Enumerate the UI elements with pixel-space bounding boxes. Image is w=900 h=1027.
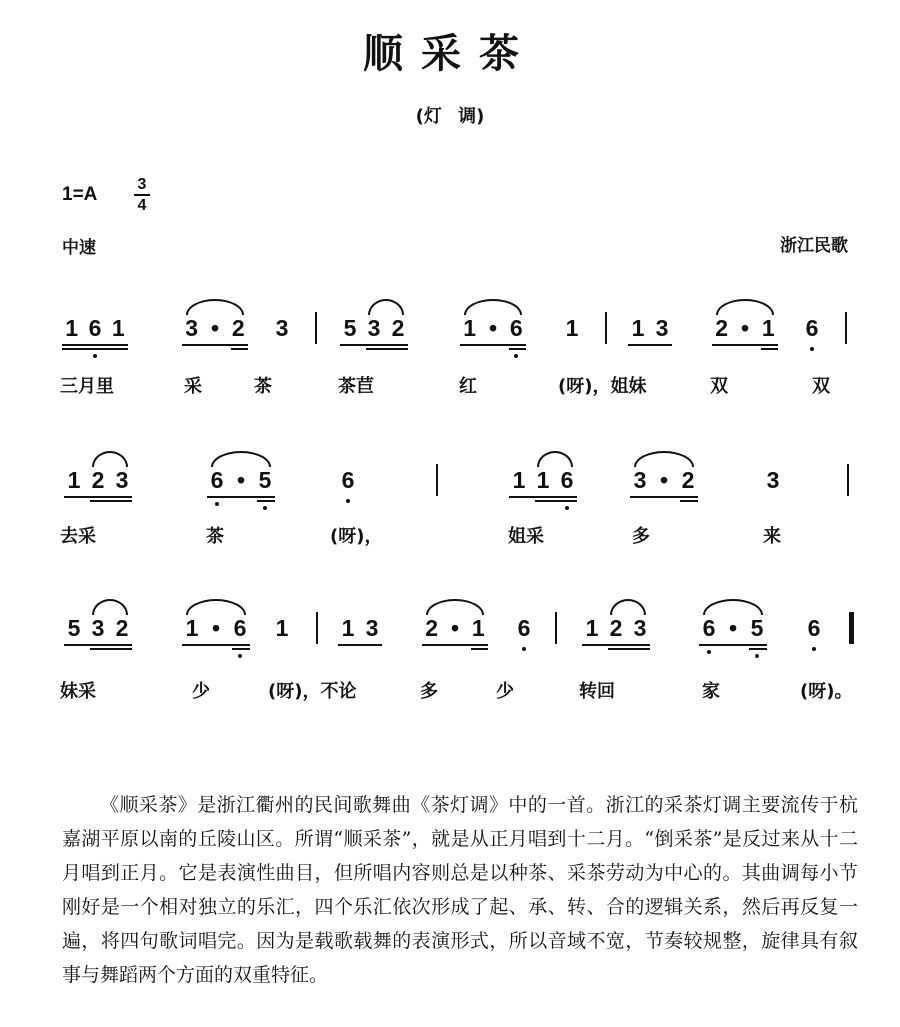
note-cells xyxy=(763,465,783,495)
note: 1 xyxy=(67,467,81,493)
slur-arc xyxy=(426,599,484,615)
beam-line xyxy=(712,344,778,346)
note: 6 xyxy=(341,467,355,493)
lyric: 茶 xyxy=(206,526,224,547)
lyric: 茶 xyxy=(254,376,272,397)
augmentation-dot: • xyxy=(210,315,220,341)
note: 2 xyxy=(425,615,439,641)
note: 6 xyxy=(210,467,224,493)
note: 6 xyxy=(517,615,531,641)
beam-line xyxy=(628,344,672,346)
note-group xyxy=(60,313,130,373)
note-cells xyxy=(804,613,824,643)
final-bar-line xyxy=(849,612,854,644)
note: 1 xyxy=(471,615,485,641)
note: 6 xyxy=(509,315,523,341)
note-cells xyxy=(272,613,292,643)
note: 1 xyxy=(185,615,199,641)
note-group xyxy=(338,313,410,373)
note: 1 xyxy=(275,615,289,641)
slur-arc xyxy=(368,299,404,315)
beam-line xyxy=(582,644,650,646)
note-cells xyxy=(62,613,134,643)
note: 1 xyxy=(565,315,579,341)
beam-line-secondary xyxy=(471,648,488,650)
bar-line xyxy=(316,612,318,644)
note: 1 xyxy=(585,615,599,641)
note-group xyxy=(626,313,674,373)
augmentation-dot: • xyxy=(728,615,738,641)
note: 1 xyxy=(536,467,550,493)
note-group xyxy=(763,465,783,525)
beam-line xyxy=(62,344,128,346)
lyric: (呀)， xyxy=(330,526,383,547)
beam-line-secondary xyxy=(608,648,650,650)
note-cells xyxy=(458,313,528,343)
low-octave-dot xyxy=(514,354,518,358)
note-cells xyxy=(507,465,579,495)
note-cells xyxy=(62,465,134,495)
lyric: (呀)，姐妹 xyxy=(558,376,647,397)
note: 3 xyxy=(766,467,780,493)
note-cells xyxy=(338,313,410,343)
low-octave-dot xyxy=(565,506,569,510)
beam-line xyxy=(422,644,488,646)
note: 3 xyxy=(115,467,129,493)
note-cells xyxy=(514,613,534,643)
note-cells xyxy=(336,613,384,643)
note: 3 xyxy=(365,615,379,641)
lyric: 妹采 xyxy=(60,681,96,702)
note-group xyxy=(562,313,582,373)
note: 2 xyxy=(231,315,245,341)
note-cells xyxy=(338,465,358,495)
note: 5 xyxy=(750,615,764,641)
note: 6 xyxy=(807,615,821,641)
lyric: 去采 xyxy=(60,526,96,547)
note: 1 xyxy=(463,315,477,341)
note-cells xyxy=(710,313,780,343)
lyric: 多 xyxy=(420,681,438,702)
note: 3 xyxy=(185,315,199,341)
beam-line xyxy=(509,496,577,498)
beam-line-secondary xyxy=(680,500,698,502)
low-octave-dot xyxy=(238,654,242,658)
note: 5 xyxy=(67,615,81,641)
note-group xyxy=(420,613,490,673)
note: 6 xyxy=(805,315,819,341)
lyric: (呀)。 xyxy=(800,681,853,702)
note: 2 xyxy=(391,315,405,341)
note: 1 xyxy=(761,315,775,341)
slur-arc xyxy=(211,451,271,467)
bar-line xyxy=(605,312,607,344)
note: 1 xyxy=(111,315,125,341)
lyric: 家 xyxy=(702,681,720,702)
bar-line xyxy=(845,312,847,344)
note-group xyxy=(205,465,277,525)
beam-line-secondary xyxy=(231,348,248,350)
slur-arc xyxy=(92,451,128,467)
note-group xyxy=(338,465,358,525)
beam-line-secondary xyxy=(749,648,767,650)
tempo-marking: 中速 xyxy=(62,238,96,258)
beam-line xyxy=(182,644,250,646)
note-group xyxy=(710,313,780,373)
slur-arc xyxy=(610,599,646,615)
note-cells xyxy=(697,613,769,643)
note: 3 xyxy=(633,467,647,493)
time-signature xyxy=(134,176,150,214)
beam-line-secondary xyxy=(90,648,132,650)
note: 3 xyxy=(275,315,289,341)
note-group xyxy=(458,313,528,373)
bar-line xyxy=(555,612,557,644)
lyric: (呀)，不论 xyxy=(268,681,357,702)
augmentation-dot: • xyxy=(740,315,750,341)
note-cells xyxy=(628,465,700,495)
beam-line-secondary xyxy=(366,348,408,350)
note-cells xyxy=(420,613,490,643)
note: 6 xyxy=(560,467,574,493)
slur-arc xyxy=(703,599,763,615)
note: 5 xyxy=(343,315,357,341)
beam-line-secondary xyxy=(90,500,132,502)
bar-line xyxy=(436,464,438,496)
slur-arc xyxy=(186,599,246,615)
beam-line xyxy=(64,644,132,646)
key-signature: 1=A xyxy=(62,184,98,205)
beam-line-secondary xyxy=(62,348,128,350)
note-group xyxy=(272,613,292,673)
low-octave-dot xyxy=(812,647,816,651)
note-group xyxy=(180,313,250,373)
beam-line-secondary xyxy=(535,500,577,502)
augmentation-dot: • xyxy=(450,615,460,641)
note: 6 xyxy=(88,315,102,341)
note: 3 xyxy=(655,315,669,341)
low-octave-dot xyxy=(346,499,350,503)
note: 3 xyxy=(367,315,381,341)
lyric: 姐采 xyxy=(508,526,544,547)
note: 2 xyxy=(609,615,623,641)
song-origin: 浙江民歌 xyxy=(780,236,848,256)
note-group xyxy=(628,465,700,525)
beam-line-secondary xyxy=(761,348,778,350)
note: 1 xyxy=(512,467,526,493)
song-subtitle: (灯 调) xyxy=(415,106,485,127)
description-paragraph: 《顺采茶》是浙江衢州的民间歌舞曲《茶灯调》中的一首。浙江的采茶灯调主要流传于杭嘉湖平原以南的丘陵山区。所谓“顺采茶”，就是从正月唱到十二月。“倒采茶”是反过来从十二月唱到正月。它是表演性曲目，但所唱内容则总是以种茶、采茶劳动为中心的。其曲调每小节刚好是一个相对独立的乐汇，四个乐汇依次形成了起、承、转、合的逻辑关系，然后再反复一遍，将四句歌词唱完。因为是载歌载舞的表演形式，所以音域不宽，节奏较规整，旋律具有叙事与舞蹈两个方面的双重特征。 xyxy=(62,794,858,986)
note-cells xyxy=(580,613,652,643)
note-group xyxy=(514,613,534,673)
note-cells xyxy=(180,313,250,343)
slur-arc xyxy=(537,451,573,467)
beam-line xyxy=(630,496,698,498)
augmentation-dot: • xyxy=(659,467,669,493)
bar-line xyxy=(315,312,317,344)
note-group xyxy=(802,313,822,373)
lyric: 少 xyxy=(192,681,210,702)
augmentation-dot: • xyxy=(236,467,246,493)
note-group xyxy=(580,613,652,673)
note: 6 xyxy=(233,615,247,641)
low-octave-dot xyxy=(263,506,267,510)
low-octave-dot xyxy=(215,502,219,506)
note-group xyxy=(336,613,384,673)
note: 1 xyxy=(65,315,79,341)
note-group xyxy=(62,613,134,673)
note-cells xyxy=(205,465,277,495)
beam-line xyxy=(460,344,526,346)
slur-arc xyxy=(716,299,774,315)
beam-line xyxy=(182,344,248,346)
beam-line-secondary xyxy=(232,648,250,650)
beam-line xyxy=(699,644,767,646)
augmentation-dot: • xyxy=(488,315,498,341)
beam-line xyxy=(207,496,275,498)
note: 1 xyxy=(341,615,355,641)
song-title: 顺采茶 xyxy=(363,30,537,77)
note-group xyxy=(180,613,252,673)
lyric: 少 xyxy=(496,681,514,702)
note-group xyxy=(272,313,292,373)
lyric: 三月里 xyxy=(60,376,114,397)
bar-line xyxy=(847,464,849,496)
note-cells xyxy=(272,313,292,343)
note: 2 xyxy=(115,615,129,641)
slur-arc xyxy=(186,299,244,315)
note: 3 xyxy=(91,615,105,641)
note-group xyxy=(804,613,824,673)
slur-arc xyxy=(92,599,128,615)
slur-arc xyxy=(464,299,522,315)
note: 2 xyxy=(715,315,729,341)
low-octave-dot xyxy=(522,647,526,651)
beam-line xyxy=(338,644,382,646)
low-octave-dot xyxy=(755,654,759,658)
note-cells xyxy=(562,313,582,343)
lyric: 红 xyxy=(459,376,477,397)
low-octave-dot xyxy=(93,354,97,358)
time-signature-top: 3 xyxy=(137,176,147,193)
note: 2 xyxy=(91,467,105,493)
note-group xyxy=(697,613,769,673)
lyric: 双 xyxy=(812,376,830,397)
low-octave-dot xyxy=(707,650,711,654)
time-signature-bottom: 4 xyxy=(137,197,147,214)
beam-line-secondary xyxy=(509,348,526,350)
note: 1 xyxy=(631,315,645,341)
note-group xyxy=(62,465,134,525)
beam-line xyxy=(340,344,408,346)
lyric: 转回 xyxy=(579,681,615,702)
lyric: 多 xyxy=(632,526,650,547)
note-cells xyxy=(626,313,674,343)
note: 3 xyxy=(633,615,647,641)
note: 5 xyxy=(258,467,272,493)
note: 2 xyxy=(681,467,695,493)
time-signature-divider xyxy=(134,194,150,196)
lyric: 双 xyxy=(710,376,728,397)
note-cells xyxy=(180,613,252,643)
low-octave-dot xyxy=(810,347,814,351)
augmentation-dot: • xyxy=(211,615,221,641)
beam-line xyxy=(64,496,132,498)
note: 6 xyxy=(702,615,716,641)
beam-line-secondary xyxy=(257,500,275,502)
lyric: 采 xyxy=(184,376,202,397)
slur-arc xyxy=(634,451,694,467)
lyric: 来 xyxy=(763,526,781,547)
lyric: 茶苣 xyxy=(338,376,374,397)
note-group xyxy=(507,465,579,525)
note-cells xyxy=(802,313,822,343)
note-cells xyxy=(60,313,130,343)
